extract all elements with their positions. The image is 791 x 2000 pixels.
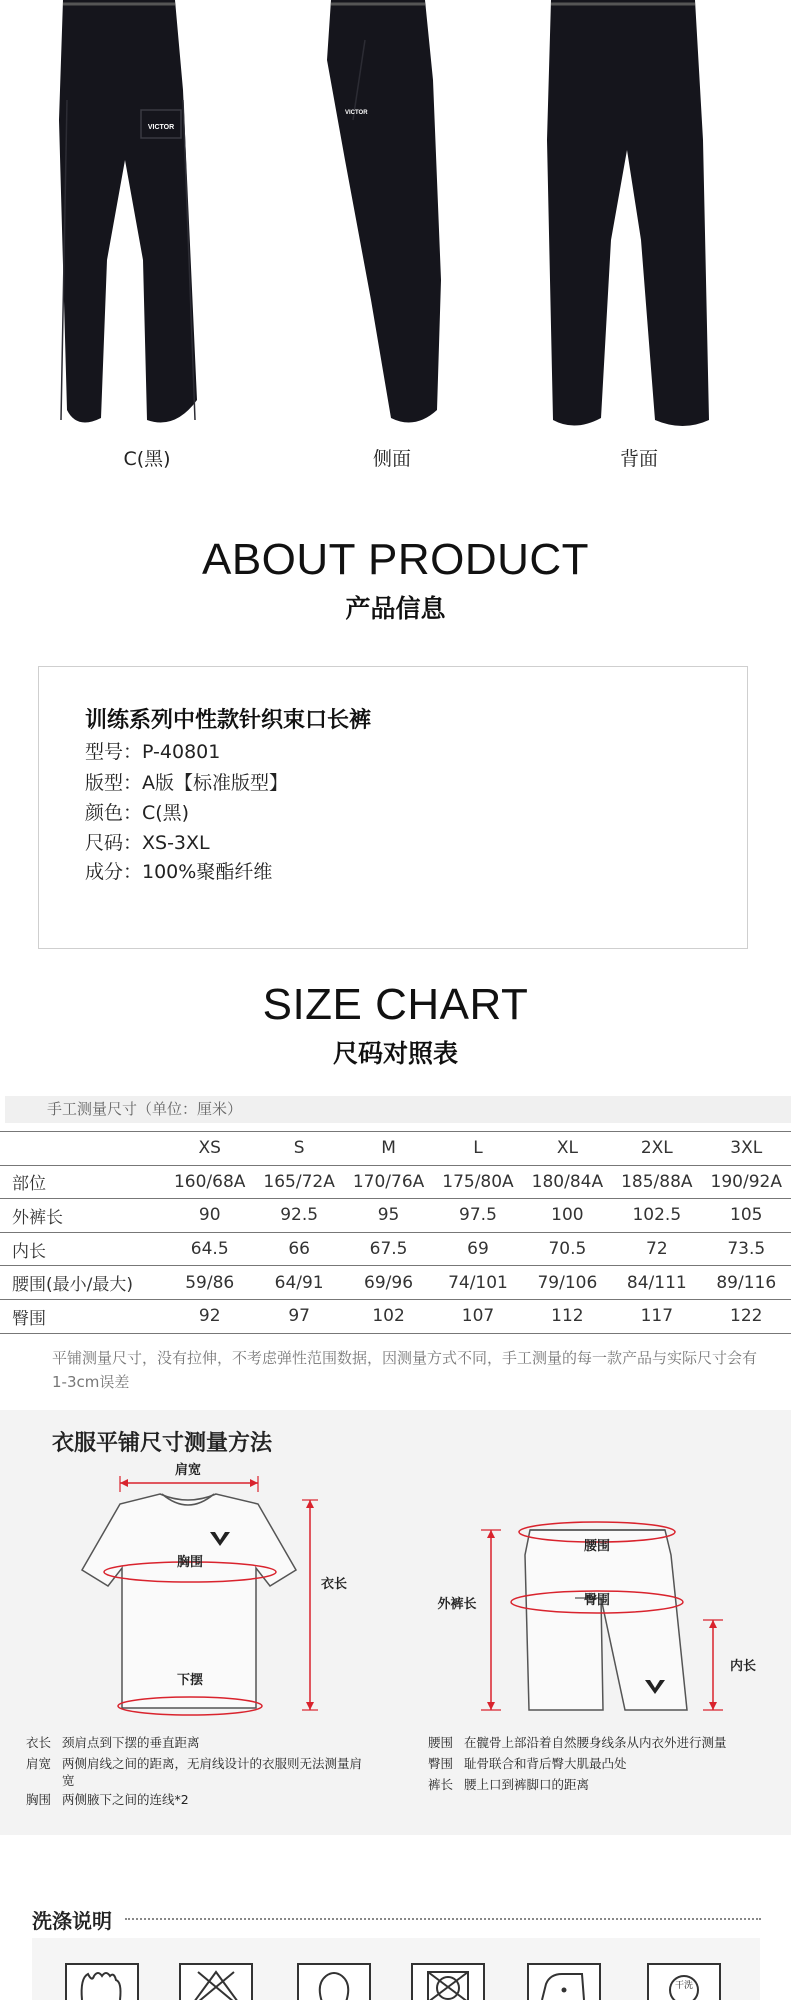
photo-front bbox=[55, 0, 205, 430]
table-cell: 72 bbox=[612, 1232, 701, 1266]
size-3xl: 3XL bbox=[702, 1132, 791, 1166]
photo-label-back: 背面 bbox=[619, 448, 658, 470]
size-xl: XL bbox=[523, 1132, 612, 1166]
table-cell: 95 bbox=[344, 1199, 433, 1233]
row-label: 内长 bbox=[0, 1232, 165, 1266]
table-cell: 97 bbox=[254, 1299, 343, 1333]
info-fit: 版型：A版【标准版型】 bbox=[85, 772, 288, 794]
row-label: 外裤长 bbox=[0, 1199, 165, 1233]
table-cell: 69/96 bbox=[344, 1266, 433, 1300]
info-material: 成分：100%聚酯纤维 bbox=[85, 861, 273, 883]
table-cell: 84/111 bbox=[612, 1266, 701, 1300]
table-cell: 73.5 bbox=[702, 1232, 791, 1266]
legend-item: 肩宽 两侧肩线之间的距离，无肩线设计的衣服则无法测量肩宽 bbox=[26, 1756, 363, 1788]
table-cell: 74/101 bbox=[433, 1266, 522, 1300]
legend-pants bbox=[428, 1732, 778, 1795]
table-cell: 100 bbox=[523, 1199, 612, 1233]
info-size: 尺码：XS-3XL bbox=[85, 832, 210, 854]
shirt-diagram bbox=[70, 1460, 370, 1730]
dry-clean-label: 干洗 bbox=[674, 1981, 694, 1991]
table-cell: 185/88A bbox=[612, 1165, 701, 1199]
size-title-en: SIZE CHART bbox=[262, 980, 529, 1029]
table-cell: 59/86 bbox=[165, 1266, 254, 1300]
table-cell: 97.5 bbox=[433, 1199, 522, 1233]
label-hip: 臀围 bbox=[583, 1593, 611, 1608]
table-row bbox=[0, 1232, 791, 1266]
legend-item: 胸围 两侧腋下之间的连线*2 bbox=[26, 1792, 189, 1807]
label-chest: 胸围 bbox=[176, 1555, 204, 1570]
legend-item: 裤长 腰上口到裤脚口的距离 bbox=[428, 1777, 590, 1792]
size-s: S bbox=[254, 1132, 343, 1166]
no-tumble-dry-icon bbox=[410, 1962, 486, 2000]
row-label: 臀围 bbox=[0, 1299, 165, 1333]
row-label: 部位 bbox=[0, 1165, 165, 1199]
label-inseam: 内长 bbox=[729, 1659, 757, 1674]
no-bleach-icon bbox=[178, 1962, 254, 2000]
hand-wash-icon bbox=[64, 1962, 140, 2000]
table-row bbox=[0, 1199, 791, 1233]
method-title: 衣服平铺尺寸测量方法 bbox=[52, 1431, 273, 1456]
table-row bbox=[0, 1165, 791, 1199]
legend-shirt bbox=[26, 1732, 366, 1810]
table-cell: 69 bbox=[433, 1232, 522, 1266]
table-cell: 122 bbox=[702, 1299, 791, 1333]
label-length: 衣长 bbox=[320, 1577, 348, 1592]
table-cell: 102 bbox=[344, 1299, 433, 1333]
pants-diagram bbox=[425, 1510, 765, 1740]
table-cell: 92 bbox=[165, 1299, 254, 1333]
product-name: 训练系列中性款针织束口长裤 bbox=[85, 708, 372, 733]
table-cell: 112 bbox=[523, 1299, 612, 1333]
table-cell: 67.5 bbox=[344, 1232, 433, 1266]
table-note: 平铺测量尺寸，没有拉伸，不考虑弹性范围数据，因测量方式不同，手工测量的每一款产品与实际尺寸会有1-3cm误差 bbox=[52, 1349, 758, 1391]
label-hem: 下摆 bbox=[176, 1673, 204, 1688]
wash-title: 洗涤说明 bbox=[32, 1909, 112, 1933]
size-2xl: 2XL bbox=[612, 1132, 701, 1166]
photo-back bbox=[545, 0, 715, 430]
product-info-box bbox=[38, 666, 748, 949]
info-model: 型号：P-40801 bbox=[85, 741, 221, 763]
table-cell: 165/72A bbox=[254, 1165, 343, 1199]
table-cell: 175/80A bbox=[433, 1165, 522, 1199]
size-m: M bbox=[344, 1132, 433, 1166]
tumble-dry-icon bbox=[296, 1962, 372, 2000]
row-label: 腰围(最小/最大) bbox=[0, 1266, 165, 1300]
legend-item: 腰围 在髋骨上部沿着自然腰身线条从内衣外进行测量 bbox=[428, 1735, 727, 1750]
label-waist: 腰围 bbox=[583, 1539, 611, 1554]
legend-item: 臀围 耻骨联合和背后臀大肌最凸处 bbox=[428, 1756, 627, 1771]
table-cell: 102.5 bbox=[612, 1199, 701, 1233]
table-cell: 170/76A bbox=[344, 1165, 433, 1199]
table-cell: 90 bbox=[165, 1199, 254, 1233]
table-cell: 70.5 bbox=[523, 1232, 612, 1266]
table-cell: 180/84A bbox=[523, 1165, 612, 1199]
table-cell: 107 bbox=[433, 1299, 522, 1333]
table-cell: 64.5 bbox=[165, 1232, 254, 1266]
photo-side bbox=[325, 0, 455, 430]
size-l: L bbox=[433, 1132, 522, 1166]
table-cell: 160/68A bbox=[165, 1165, 254, 1199]
table-cell: 64/91 bbox=[254, 1266, 343, 1300]
table-cell: 79/106 bbox=[523, 1266, 612, 1300]
table-cell: 105 bbox=[702, 1199, 791, 1233]
legend-item: 衣长 颈肩点到下摆的垂直距离 bbox=[26, 1735, 200, 1750]
size-table bbox=[0, 1131, 791, 1334]
brand-logo-side: VICTOR bbox=[345, 110, 368, 116]
size-xs: XS bbox=[165, 1132, 254, 1166]
info-color: 颜色：C(黑) bbox=[85, 802, 190, 824]
product-photos bbox=[0, 0, 791, 470]
about-title-en: ABOUT PRODUCT bbox=[201, 535, 590, 584]
table-cell: 66 bbox=[254, 1232, 343, 1266]
table-caption: 手工测量尺寸（单位：厘米） bbox=[5, 1096, 791, 1123]
table-header-row bbox=[0, 1132, 791, 1166]
table-cell: 190/92A bbox=[702, 1165, 791, 1199]
dry-clean-icon bbox=[646, 1962, 722, 2000]
size-title-cn: 尺码对照表 bbox=[332, 1039, 458, 1068]
iron-icon bbox=[526, 1962, 602, 2000]
table-corner bbox=[0, 1132, 165, 1166]
photo-label-side: 侧面 bbox=[372, 448, 411, 470]
label-outseam: 外裤长 bbox=[437, 1597, 477, 1612]
measurement-method-panel bbox=[0, 1410, 791, 1835]
brand-logo: VICTOR bbox=[147, 124, 175, 131]
table-cell: 92.5 bbox=[254, 1199, 343, 1233]
about-title-cn: 产品信息 bbox=[345, 594, 446, 623]
table-row bbox=[0, 1266, 791, 1300]
table-cell: 117 bbox=[612, 1299, 701, 1333]
table-row bbox=[0, 1299, 791, 1333]
table-cell: 89/116 bbox=[702, 1266, 791, 1300]
photo-label-front: C(黑) bbox=[123, 448, 171, 470]
wash-divider bbox=[125, 1918, 761, 1920]
label-shoulder: 肩宽 bbox=[174, 1463, 202, 1478]
